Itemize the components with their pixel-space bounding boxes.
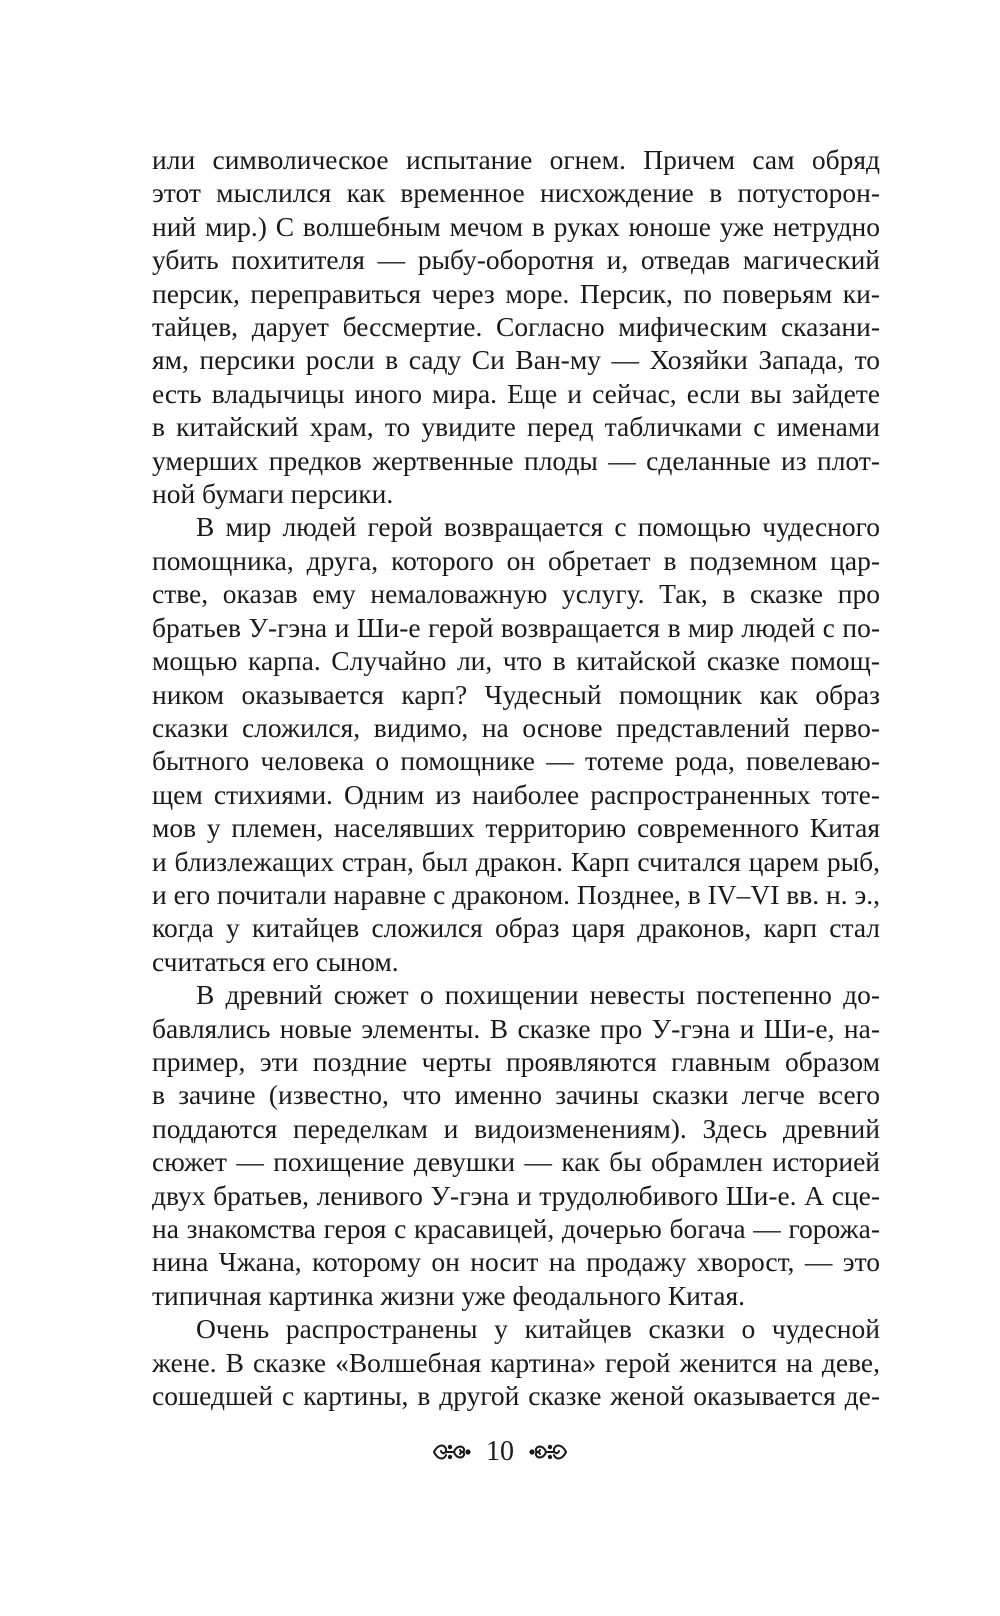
- body-text: [152, 143, 880, 1412]
- text-line: сказки сложился, видимо, на основе представлений перво-: [152, 711, 880, 743]
- text-line: братьев У-гэна и Ши-е герой возвращается в мир людей с по-: [152, 611, 880, 643]
- text-line: убить похитителя — рыбу-оборотня и, отведав магический: [152, 244, 880, 276]
- text-line: персик, переправиться через море. Персик, по поверьям ки-: [152, 277, 880, 309]
- page-number: 10: [486, 1436, 514, 1467]
- text-line: есть владычицы иного мира. Еще и сейчас, если вы зайдете: [152, 377, 880, 409]
- text-line: типичная картинка жизни уже феодального Китая.: [152, 1279, 745, 1311]
- ornament-left-icon: [432, 1439, 472, 1465]
- text-line: считаться его сыном.: [152, 945, 399, 977]
- text-line: нина Чжана, которому он носит на продажу хворост, — это: [152, 1246, 880, 1278]
- text-line: щем стихиями. Одним из наиболее распространенных тоте-: [152, 778, 880, 810]
- text-line: ником оказывается карп? Чудесный помощник как образ: [152, 678, 880, 710]
- page-footer: [0, 1432, 1000, 1472]
- text-line: и его почитали наравне с драконом. Позднее, в IV–VI вв. н. э.,: [152, 878, 881, 910]
- text-line: В древний сюжет о похищении невесты постепенно до-: [196, 979, 880, 1011]
- text-line: в зачине (известно, что именно зачины сказки легче всего: [152, 1079, 880, 1111]
- text-line: помощника, друга, которого он обретает в подземном цар-: [152, 544, 880, 576]
- text-line: мощью карпа. Случайно ли, что в китайской сказке помощ-: [152, 645, 880, 677]
- text-line: сошедшей с картины, в другой сказке женой оказывается де-: [152, 1380, 880, 1412]
- text-line: сюжет — похищение девушки — как бы обрамлен историей: [152, 1146, 880, 1178]
- text-line: ной бумаги персики.: [152, 478, 394, 510]
- text-line: и близлежащих стран, был дракон. Карп считался царем рыб,: [152, 845, 880, 877]
- text-line: ний мир.) С волшебным мечом в руках юноше уже нетрудно: [152, 210, 880, 242]
- text-line: двух братьев, ленивого У-гэна и трудолюбивого Ши-е. А сце-: [152, 1179, 880, 1211]
- text-line: бавлялись новые элементы. В сказке про У-гэна и Ши-е, на-: [152, 1012, 880, 1044]
- text-line: жене. В сказке «Волшебная картина» герой женится на деве,: [152, 1346, 880, 1378]
- text-line: ям, персики росли в саду Си Ван-му — Хозяйки Запада, то: [152, 344, 880, 376]
- text-line: Очень распространены у китайцев сказки о чудесной: [196, 1313, 880, 1345]
- text-line: поддаются переделкам и видоизменениям). Здесь древний: [152, 1112, 880, 1144]
- text-line: на знакомства героя с красавицей, дочерью богача — горожа-: [152, 1213, 880, 1244]
- text-line: в китайский храм, то увидите перед табличками с именами: [152, 411, 880, 443]
- text-line: В мир людей герой возвращается с помощью чудесного: [196, 511, 880, 543]
- text-line: тайцев, дарует бессмертие. Согласно мифическим сказани-: [152, 311, 880, 343]
- ornament-right-icon: [528, 1439, 568, 1465]
- text-line: мов у племен, населявших территорию современного Китая: [152, 812, 880, 844]
- text-line: этот мыслился как временное нисхождение в потусторон-: [152, 177, 880, 209]
- text-line: пример, эти поздние черты проявляются главным образом: [152, 1045, 880, 1077]
- text-line: или символическое испытание огнем. Причем сам обряд: [152, 144, 880, 175]
- text-line: умерших предков жертвенные плоды — сделанные из плот-: [152, 444, 880, 476]
- text-line: бытного человека о помощнике — тотеме рода, повелеваю-: [152, 745, 880, 777]
- text-line: когда у китайцев сложился образ царя драконов, карп стал: [152, 912, 880, 944]
- text-line: стве, оказав ему немаловажную услугу. Так, в сказке про: [152, 578, 880, 610]
